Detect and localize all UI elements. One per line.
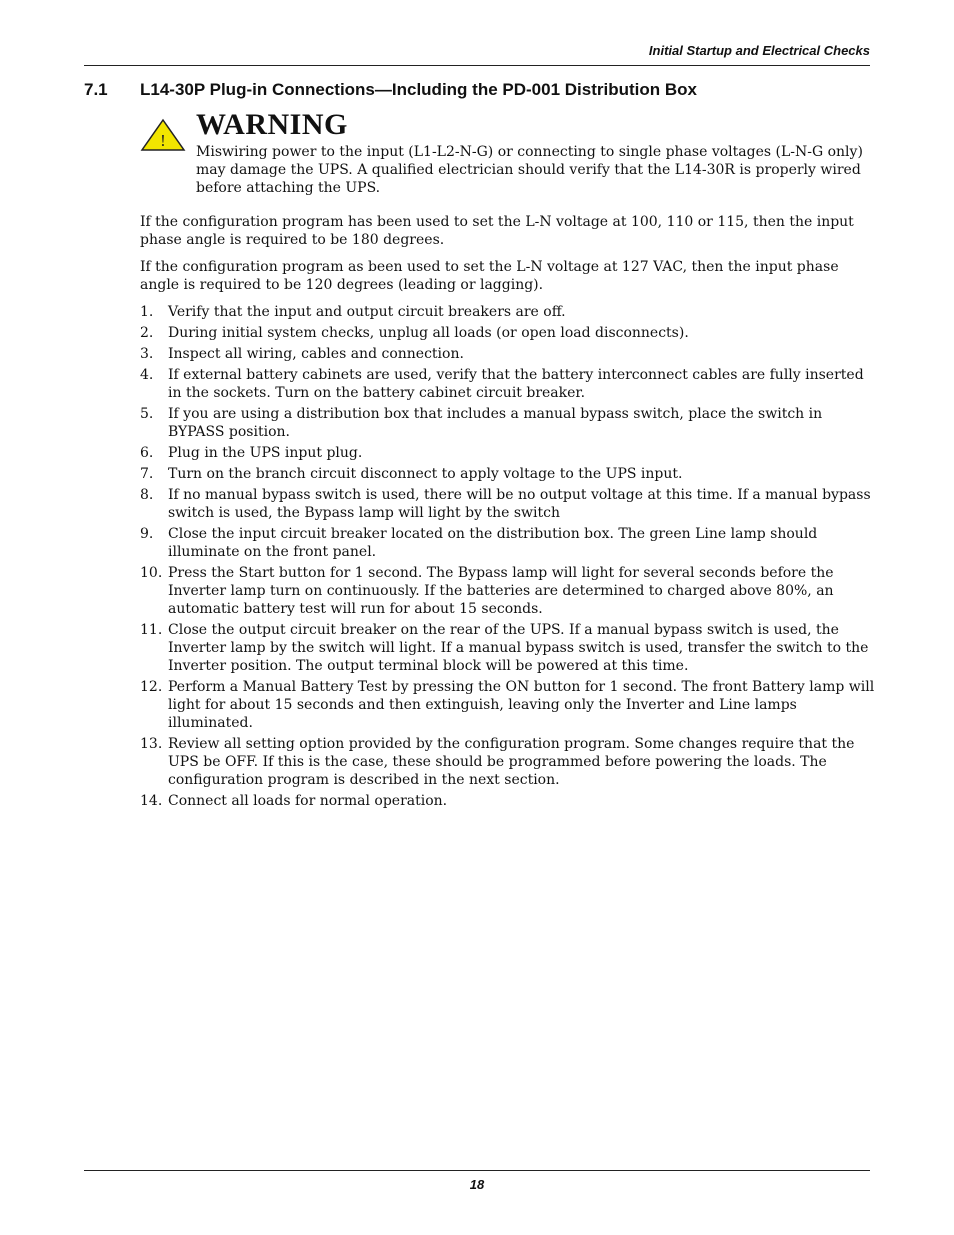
- list-item: [140, 444, 875, 462]
- section-number: 7.1: [84, 80, 108, 99]
- step-number: 9.: [140, 526, 154, 542]
- step-number: 13.: [140, 736, 163, 752]
- list-item: [140, 405, 875, 441]
- step-number: 4.: [140, 367, 154, 383]
- step-number: 10.: [140, 565, 163, 581]
- step-number: 11.: [140, 622, 163, 638]
- warning-exclamation: !: [160, 131, 166, 150]
- running-header: Initial Startup and Electrical Checks: [648, 43, 870, 58]
- step-text: Perform a Manual Battery Test by pressing the ON button for 1 second. The front Battery lamp will light for about 15 seconds and then extinguish, leaving only the Inverter and Line lamps illuminated.: [168, 679, 875, 731]
- step-text: Close the input circuit breaker located on the distribution box. The green Line lamp should illuminate on the front panel.: [168, 526, 818, 560]
- phase-angle-paragraph-2: If the configuration program as been used to set the L-N voltage at 127 VAC, then the input phase angle is required to be 120 degrees (leading or lagging).: [140, 259, 839, 293]
- list-item: [140, 366, 875, 402]
- step-text: Plug in the UPS input plug.: [168, 445, 363, 461]
- list-item: [140, 792, 875, 810]
- section-heading: [84, 80, 884, 100]
- list-item: [140, 303, 875, 321]
- step-text: During initial system checks, unplug all loads (or open load disconnects).: [168, 325, 689, 341]
- step-text: Close the output circuit breaker on the rear of the UPS. If a manual bypass switch is used, the Inverter lamp by the switch will light. If a manual bypass switch is used, transfer the switch to the Inverter position. The output terminal block will be powered at this time.: [168, 622, 869, 674]
- list-item: [140, 324, 875, 342]
- list-item: [140, 735, 875, 789]
- warning-title: WARNING: [196, 108, 348, 141]
- step-text: Review all setting option provided by the configuration program. Some changes require that the UPS be OFF. If this is the case, these should be programmed before powering the loads. The configuration program is described in the next section.: [168, 736, 855, 788]
- list-item: [140, 678, 875, 732]
- warning-text: Miswiring power to the input (L1-L2-N-G) or connecting to single phase voltages (L-N-G only) may damage the UPS. A qualified electrician should verify that the L14-30R is properly wired before attaching the UPS.: [196, 144, 863, 196]
- step-text: If no manual bypass switch is used, there will be no output voltage at this time. If a manual bypass switch is used, the Bypass lamp will light by the switch: [168, 487, 871, 521]
- list-item: [140, 525, 875, 561]
- phase-angle-paragraph-1: If the configuration program has been used to set the L-N voltage at 100, 110 or 115, then the input phase angle is required to be 180 degrees.: [140, 214, 854, 248]
- step-number: 1.: [140, 304, 154, 320]
- step-text: If external battery cabinets are used, verify that the battery interconnect cables are fully inserted in the sockets. Turn on the battery cabinet circuit breaker.: [168, 367, 864, 401]
- step-number: 14.: [140, 793, 163, 809]
- list-item: [140, 564, 875, 618]
- header-divider: [84, 65, 870, 66]
- step-text: Connect all loads for normal operation.: [168, 793, 448, 809]
- step-number: 7.: [140, 466, 154, 482]
- step-text: Press the Start button for 1 second. The Bypass lamp will light for several seconds before the Inverter lamp turn on continuously. If the batteries are determined to charged above 80%, an automatic battery test will run for about 15 seconds.: [168, 565, 834, 617]
- step-number: 3.: [140, 346, 154, 362]
- warning-triangle-icon: [140, 118, 186, 152]
- list-item: [140, 465, 875, 483]
- list-item: [140, 345, 875, 363]
- step-number: 8.: [140, 487, 154, 503]
- step-text: Verify that the input and output circuit breakers are off.: [168, 304, 566, 320]
- step-text: Turn on the branch circuit disconnect to apply voltage to the UPS input.: [168, 466, 683, 482]
- section-title: L14-30P Plug-in Connections—Including the PD-001 Distribution Box: [140, 80, 697, 99]
- step-number: 2.: [140, 325, 154, 341]
- footer-divider: [84, 1170, 870, 1171]
- step-number: 12.: [140, 679, 163, 695]
- startup-steps-list: [140, 303, 875, 813]
- step-number: 5.: [140, 406, 154, 422]
- step-text: If you are using a distribution box that includes a manual bypass switch, place the switch in BYPASS position.: [168, 406, 823, 440]
- list-item: [140, 486, 875, 522]
- step-number: 6.: [140, 445, 154, 461]
- list-item: [140, 621, 875, 675]
- step-text: Inspect all wiring, cables and connection.: [168, 346, 464, 362]
- page-number: 18: [469, 1177, 485, 1192]
